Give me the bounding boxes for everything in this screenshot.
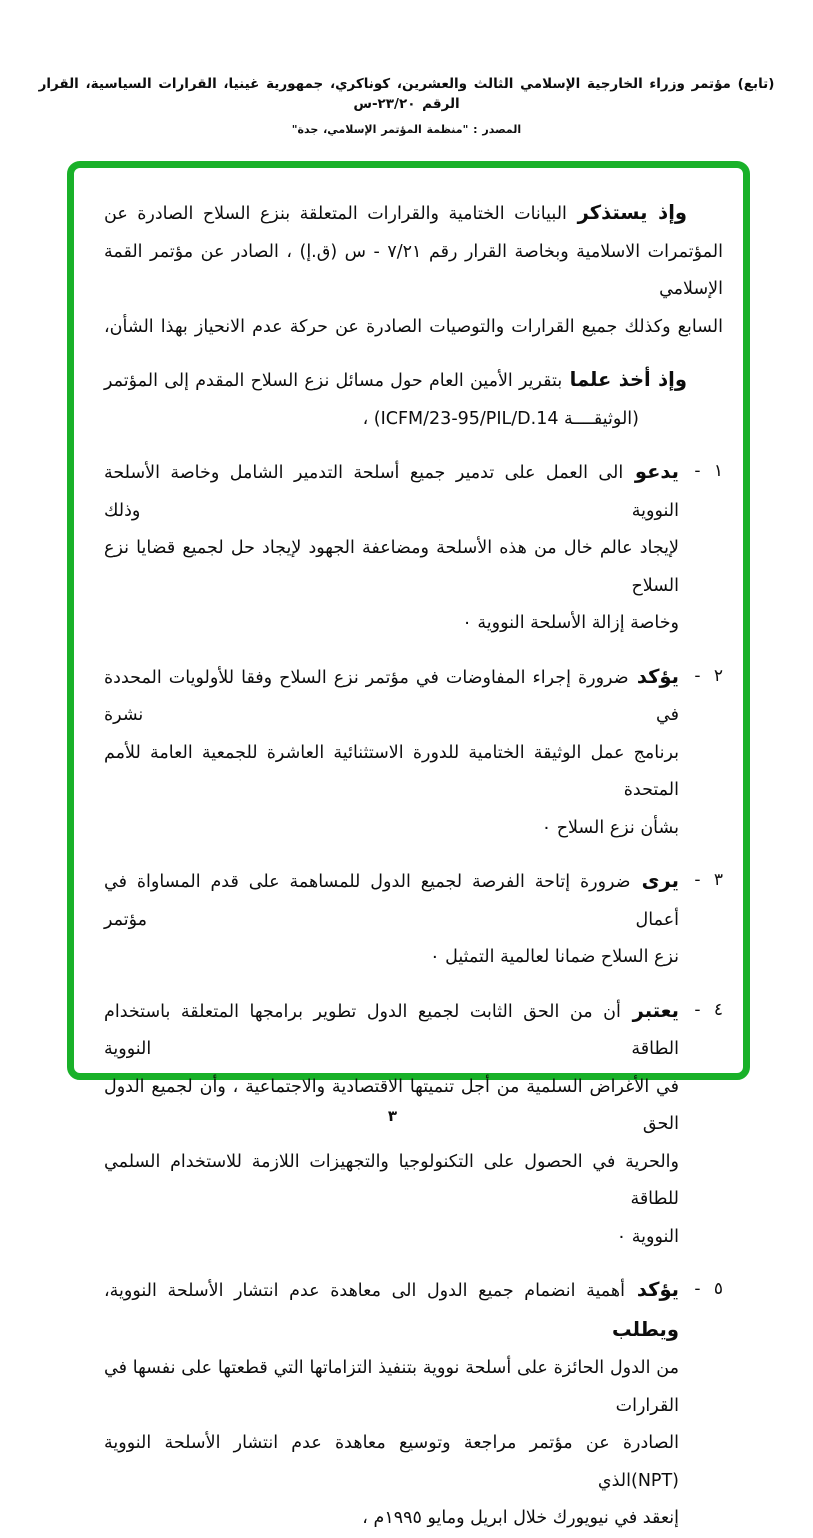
- document-header-line: (تابع) مؤتمر وزراء الخارجية الإسلامي الثالث والعشرين، كوناكري، جمهورية غينيا، القرارات السياسية، القرار الرقم ٢٣/٢٠-س: [38, 76, 775, 112]
- preamble-recalling-paragraph: وإذ يستذكر البيانات الختامية والقرارات المتعلقة بنزع السلاح الصادرة عن المؤتمرات الاسلامية وبخاصة القرار رقم ٧/٢١ - س (ق.إ) ، الصادر عن مؤتمر القمة الإسلامي السابع وكذلك جميع القرارات والتوصيات الصادرة عن حركة عدم الانحياز بهذا الشأن،: [104, 201, 723, 337]
- item-4-text: يعتبر أن من الحق الثابت لجميع الدول تطوير برامجها المتعلقة باستخدام الطاقة النووية في الأغراض السلمية من أجل تنميتها الاقتصادية والاجتماعية ، وأن لجميع الدول الحق والحرية في الحصول على التكنولوجيا والتجهيزات اللازمة للاستخدام السلمي للطاقة النووية ٠: [104, 998, 679, 1247]
- resolution-item-4: [104, 992, 723, 1257]
- item-2-number: ٢ -: [694, 665, 723, 686]
- item-4-number: ٤ -: [694, 999, 723, 1020]
- document-source-line: المصدر : "منظمة المؤتمر الإسلامي، جدة": [291, 123, 522, 136]
- item-1-number: ١ -: [694, 461, 723, 481]
- green-highlight-box: [67, 161, 750, 1528]
- resolution-item-2: [104, 658, 723, 848]
- resolution-item-1: [104, 453, 723, 643]
- item-5-text: يؤكد أهمية انضمام جميع الدول الى معاهدة عدم انتشار الأسلحة النووية، ويطلب من الدول الحائزة على أسلحة نووية بتنفيذ التزاماتها التي قطعتها على نفسها في القرارات الصادرة عن مؤتمر مراجعة وتوسيع معاهدة عدم انتشار الأسلحة النووية (NPT)الذي إنعقد في نيويورك خلال ابريل ومايو ١٩٩٥م ،: [104, 1278, 679, 1528]
- item-3-text: يرى ضرورة إتاحة الفرصة لجميع الدول للمساهمة على قدم المساواة في أعمال مؤتمر نزع السلاح ضمانا لعالمية التمثيل ٠: [104, 869, 679, 967]
- item-2-text: يؤكد ضرورة إجراء المفاوضات في مؤتمر نزع السلاح وفقا للأولويات المحددة في نشرة برنامج عمل الوثيقة الختامية للدورة الاستثنائية العاشرة للجمعية العامة للأمم المتحدة بشأن نزع السلاح ٠: [104, 664, 679, 838]
- resolution-item-5: [104, 1271, 723, 1538]
- page-number: ٣: [387, 1107, 398, 1125]
- preamble-taking-note-paragraph: وإذ أخذ علما بتقرير الأمين العام حول مسائل نزع السلاح المقدم إلى المؤتمر (الوثيقــــة ICFM/23-95/PIL/D.14) ،: [104, 368, 687, 429]
- item-1-text: يدعو الى العمل على تدمير جميع أسلحة التدمير الشامل وخاصة الأسلحة النووية وذلك لإيجاد عالم خال من هذه الأسلحة ومضاعفة الجهود لإيجاد حل لجميع قضايا نزع السلاح وخاصة إزالة الأسلحة النووية ٠: [104, 460, 680, 633]
- item-3-number: ٣ -: [694, 870, 723, 890]
- resolution-item-3: [104, 862, 723, 977]
- item-5-number: ٥ -: [694, 1279, 723, 1299]
